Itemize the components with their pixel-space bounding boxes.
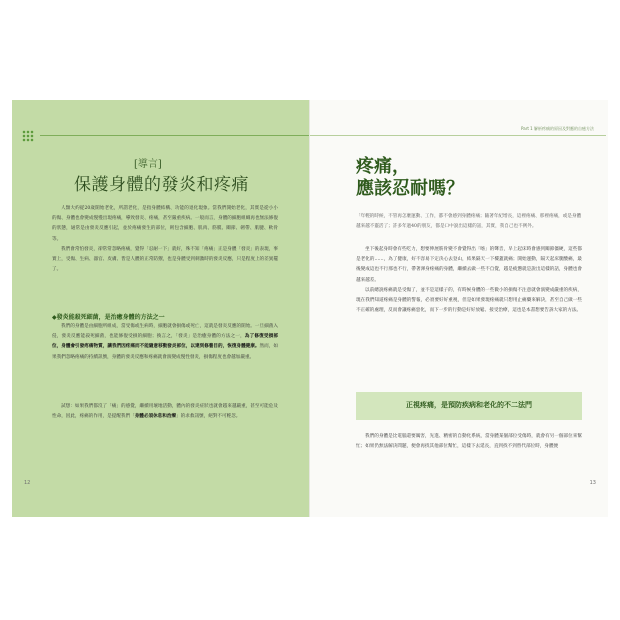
header-rule <box>40 135 310 136</box>
paragraph: 我們的身體是由細胞所組成，當受傷或生病時，細胞就會損傷或死亡，這就是發炎反應的開始。一旦細菌入侵，發炎反應能殺死細菌，也能修復受損的細胞；換言之，「發炎」是治癒身體的方法之一，為了修復受損部位，身體會引發疼痛物質，讓我們因疼痛而不能隨意移動發炎部位，以達到修養目的，恢復身體健康。然而，如果我們忽略疼痛的持續訊號，身體的發炎反應和疼痛就會演變成慢性發炎，損傷程度也會越加嚴重。 <box>52 324 278 360</box>
intro-paragraphs <box>52 204 278 275</box>
left-page <box>12 100 310 517</box>
lead-tag: [導言] <box>134 159 162 170</box>
section-paragraphs <box>52 322 278 363</box>
callout-text: 正視疼痛，是預防疾病和老化的不二法門 <box>406 401 532 409</box>
page-number-left: 12 <box>24 480 31 486</box>
section-title: 疼痛， 應該忍耐嗎？ <box>356 156 464 199</box>
paragraph: 人類大約從20歲開始老化，所謂老化，是指身體結構、功能的退化現象。當我們開始老化，其實是從小小的傷、身體也會變成慢慢出現疼痛，導致發炎、疼痛，甚至嚴重疾病。一般而言，身體的細胞組織再也無法修復的狀態，通常是由發炎反應引起，並於疼痛發生的部位，則包含細胞、肌肉、筋膜、關節、韌帶、肌腱、軟骨等。 <box>52 206 278 242</box>
bold-emphasis: 身體必須休息和治療 <box>134 414 177 420</box>
closing-paragraph <box>52 402 278 422</box>
opening-quote: 「年輕的時候，不管再怎麼運動、工作，都不會感到身體疼痛；隨著年紀增長，這裡疼痛、那裡疼痛，或是身體越來越不靈活了；許多年過40的朋友，都是口中說出這樣的話，其實，我自己也不例外。 <box>356 214 582 230</box>
paragraph: 坐下後起身時會有些吃力，想要伸展筋骨變不會覺得出「喀」的聲音，早上起床時會感到關節僵硬，這些都是老化的……，為了健康，好不容易下定決心去登山，結果隔天一下樓蓋就痛；開始運動，隔天起床腿酸痛，最後變成這也不行那也不行，帶著渾身疼痛的身體，繼續去做一些不自覺，越是疲憊就是說出這樣的話，身體也會越來越差。 <box>356 247 582 283</box>
body-paragraphs <box>356 245 582 316</box>
book-spread <box>12 100 608 517</box>
running-head: Part 1 解析疼痛的原因及對應的自癒方法 <box>521 126 594 131</box>
right-page <box>310 100 608 517</box>
chapter-title: 保護身體的發炎和疼痛 <box>74 175 249 195</box>
body-paragraph-final <box>356 432 582 452</box>
page-number-right: 13 <box>589 480 596 486</box>
paragraph: 試想：如果我們都沒了「痛」的感覺，繼續用壞地活動，體內的發炎症狀也就會越來越嚴重，甚至可能危及性命，因此，疼痛的作用，是提醒我們「身體必須休息和治療」的求救訊號，絕對不可輕忽。 <box>52 404 278 420</box>
bold-emphasis: 為了修復受損部位，身體會引發疼痛物質，讓我們因疼痛而不能隨意移動發炎部位，以達到修養目的，恢復身體健康。 <box>52 334 278 350</box>
header-rule <box>310 135 606 136</box>
paragraph: 以前總說疼痛就是受傷了，並不是這樣子的，有時候身體的一些微小的損傷不注意就會演變成嚴重的疾病，現在我們知道疼痛是身體的警報，必須要好好重視，但是如果發現疼痛就只想用止痛藥來解決，甚至自己做一些不正確的處理，反而會讓疼痛惡化，而下一步的行動是好好放鬆、接受治療，這也是本書想要告訴大家的方法。 <box>356 287 582 314</box>
callout-box <box>356 392 582 420</box>
section-subhead: ◆發炎能殺死細菌，是治癒身體的方法之一 <box>52 314 165 321</box>
dot-grid-ornament-icon <box>22 130 34 142</box>
paragraph: 我們的身體是比電腦還要厲害，先進、精密的自動化系統，當身體某個部位受傷時，就會有另一個部位來幫忙；如果仍無法解決問題，便會再找其他部位幫忙，這樣下去延長，直到找不到替代部位時，身體便 <box>356 434 582 450</box>
paragraph: 我們會常怕發炎，卻常常忽略疼痛，覺得「忍耐一下」就好，殊不知「疼痛」正是身體「發炎」的表現，事實上，受傷、生病、器官、皮膚、皆是人體的正常防禦，也是身體受到刺激時的發炎反應，只是程度上的差異罷了。 <box>52 246 278 273</box>
